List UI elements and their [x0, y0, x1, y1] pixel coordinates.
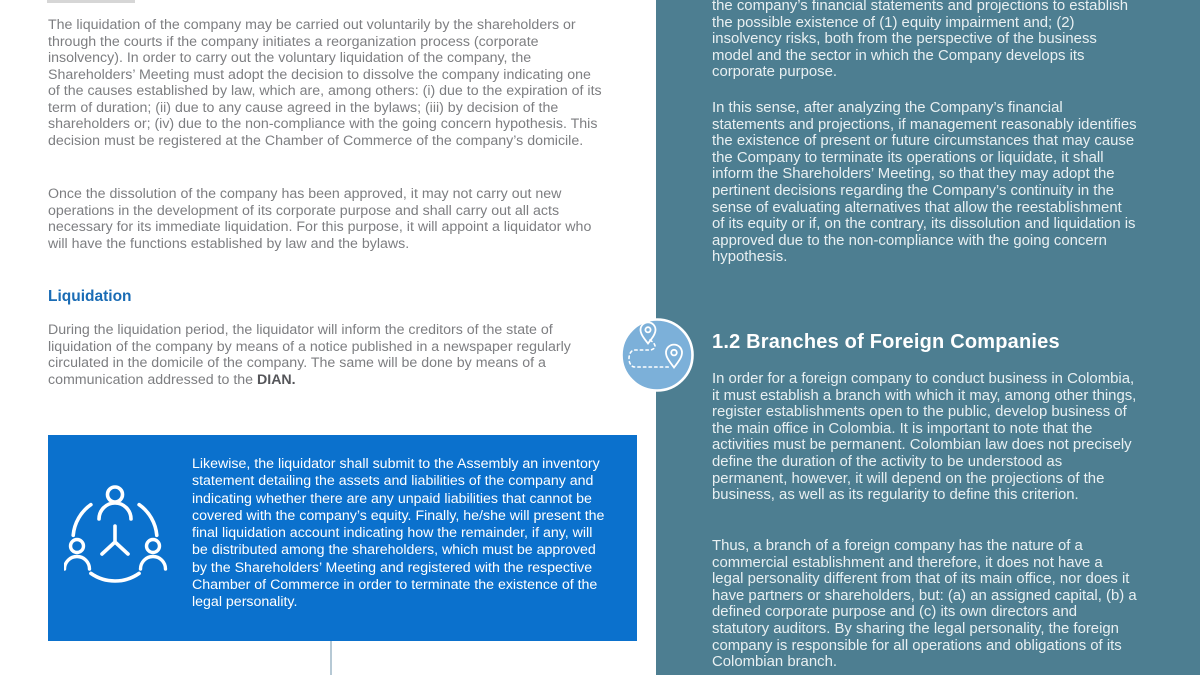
- teal-panel: [656, 0, 1200, 675]
- callout-text: Likewise, the liquidator shall submit to the Assembly an inventory statement detailing the assets and liabilities of the company and indicating whether there are any unpaid liabilities that cannot be covered with the company’s equity. Finally, he/she will present the final liquidation account indicating how the remainder, if any, will be distributed among the shareholders, which must be approved by the Shareholders’ Meeting and registered with the respective Chamber of Commerce in order to terminate the existence of the legal personality.: [192, 456, 605, 611]
- liquidation-paragraph-1: The liquidation of the company may be carried out voluntarily by the shareholders or through the courts if the company initiates a reorganization process (corporate insolvency). In order to carry out the voluntary liquidation of the company, the Shareholders’ Meeting must adopt the decision to dissolve the company indicating one of the causes established by law, which are, among others: (i) due to the expiration of its term of duration; (ii) due to any cause agreed in the bylaws; (iii) by decision of the shareholders or; (iv) due to the non-compliance with the going concern hypothesis. This decision must be registered at the Chamber of Commerce of the company’s domicile.: [48, 17, 602, 149]
- section-heading: 1.2 Branches of Foreign Companies: [712, 331, 1060, 353]
- liquidation-paragraph-2: Once the dissolution of the company has been approved, it may not carry out new operations in the development of its corporate purpose and shall carry out all acts necessary for its immediate liquidation. For this purpose, it will appoint a liquidator who will have the functions established by law and the bylaws.: [48, 186, 592, 252]
- panel-paragraph-1: the company’s financial statements and projections to establish the possible existence of (1) equity impairment and; (2) insolvency risks, both from the perspective of the business model and the sector in which the Company develops its corporate purpose.: [712, 0, 1129, 81]
- route-location-pins-icon: [618, 316, 696, 394]
- panel-paragraph-2: In this sense, after analyzing the Company’s financial statements and projections, if management reasonably identifies the existence of present or future circumstances that may cause the Company to terminate its operations or liquidate, it shall inform the Shareholders’ Meeting, so that they may adopt the pertinent decisions regarding the Company’s continuity in the sense of evaluating alternatives that allow the reestablishment of its equity or if, on the contrary, its dissolution and liquidation is approved due to the non-compliance with the going concern hypothesis.: [712, 100, 1137, 266]
- cutoff-element-strip: [47, 0, 135, 3]
- paragraph-text: During the liquidation period, the liquidator will inform the creditors of the state of liquidation of the company by means of a notice published in a newspaper regularly circulated in the domicile of the company. The same will be done by means of a communication addressed to the: [48, 322, 571, 388]
- vertical-divider: [330, 641, 332, 675]
- panel-paragraph-3: In order for a foreign company to conduct business in Colombia, it must establish a branch with which it may, among other things, register establishments open to the public, develop business of the main office in Colombia. It is important to note that the activities must be permanent. Colombian law does not precisely define the duration of the activity to be understood as permanent, however, it will depend on the projections of the business, as well as its regularity to define this criterion.: [712, 371, 1137, 504]
- dian-bold-text: DIAN.: [257, 371, 296, 388]
- liquidation-heading: Liquidation: [48, 288, 132, 305]
- panel-paragraph-4: Thus, a branch of a foreign company has the nature of a commercial establishment and therefore, it does not have a legal personality different from that of its main office, nor does it have partners or shareholders, but: (a) an assigned capital, (b) a defined corporate purpose and (c) its own directors and statutory auditors. By sharing the legal personality, the foreign company is responsible for all operations and obligations of its Colombian branch.: [712, 538, 1137, 671]
- callout-box: [48, 435, 637, 641]
- liquidation-paragraph-3: [48, 322, 604, 388]
- people-network-icon: [64, 481, 168, 585]
